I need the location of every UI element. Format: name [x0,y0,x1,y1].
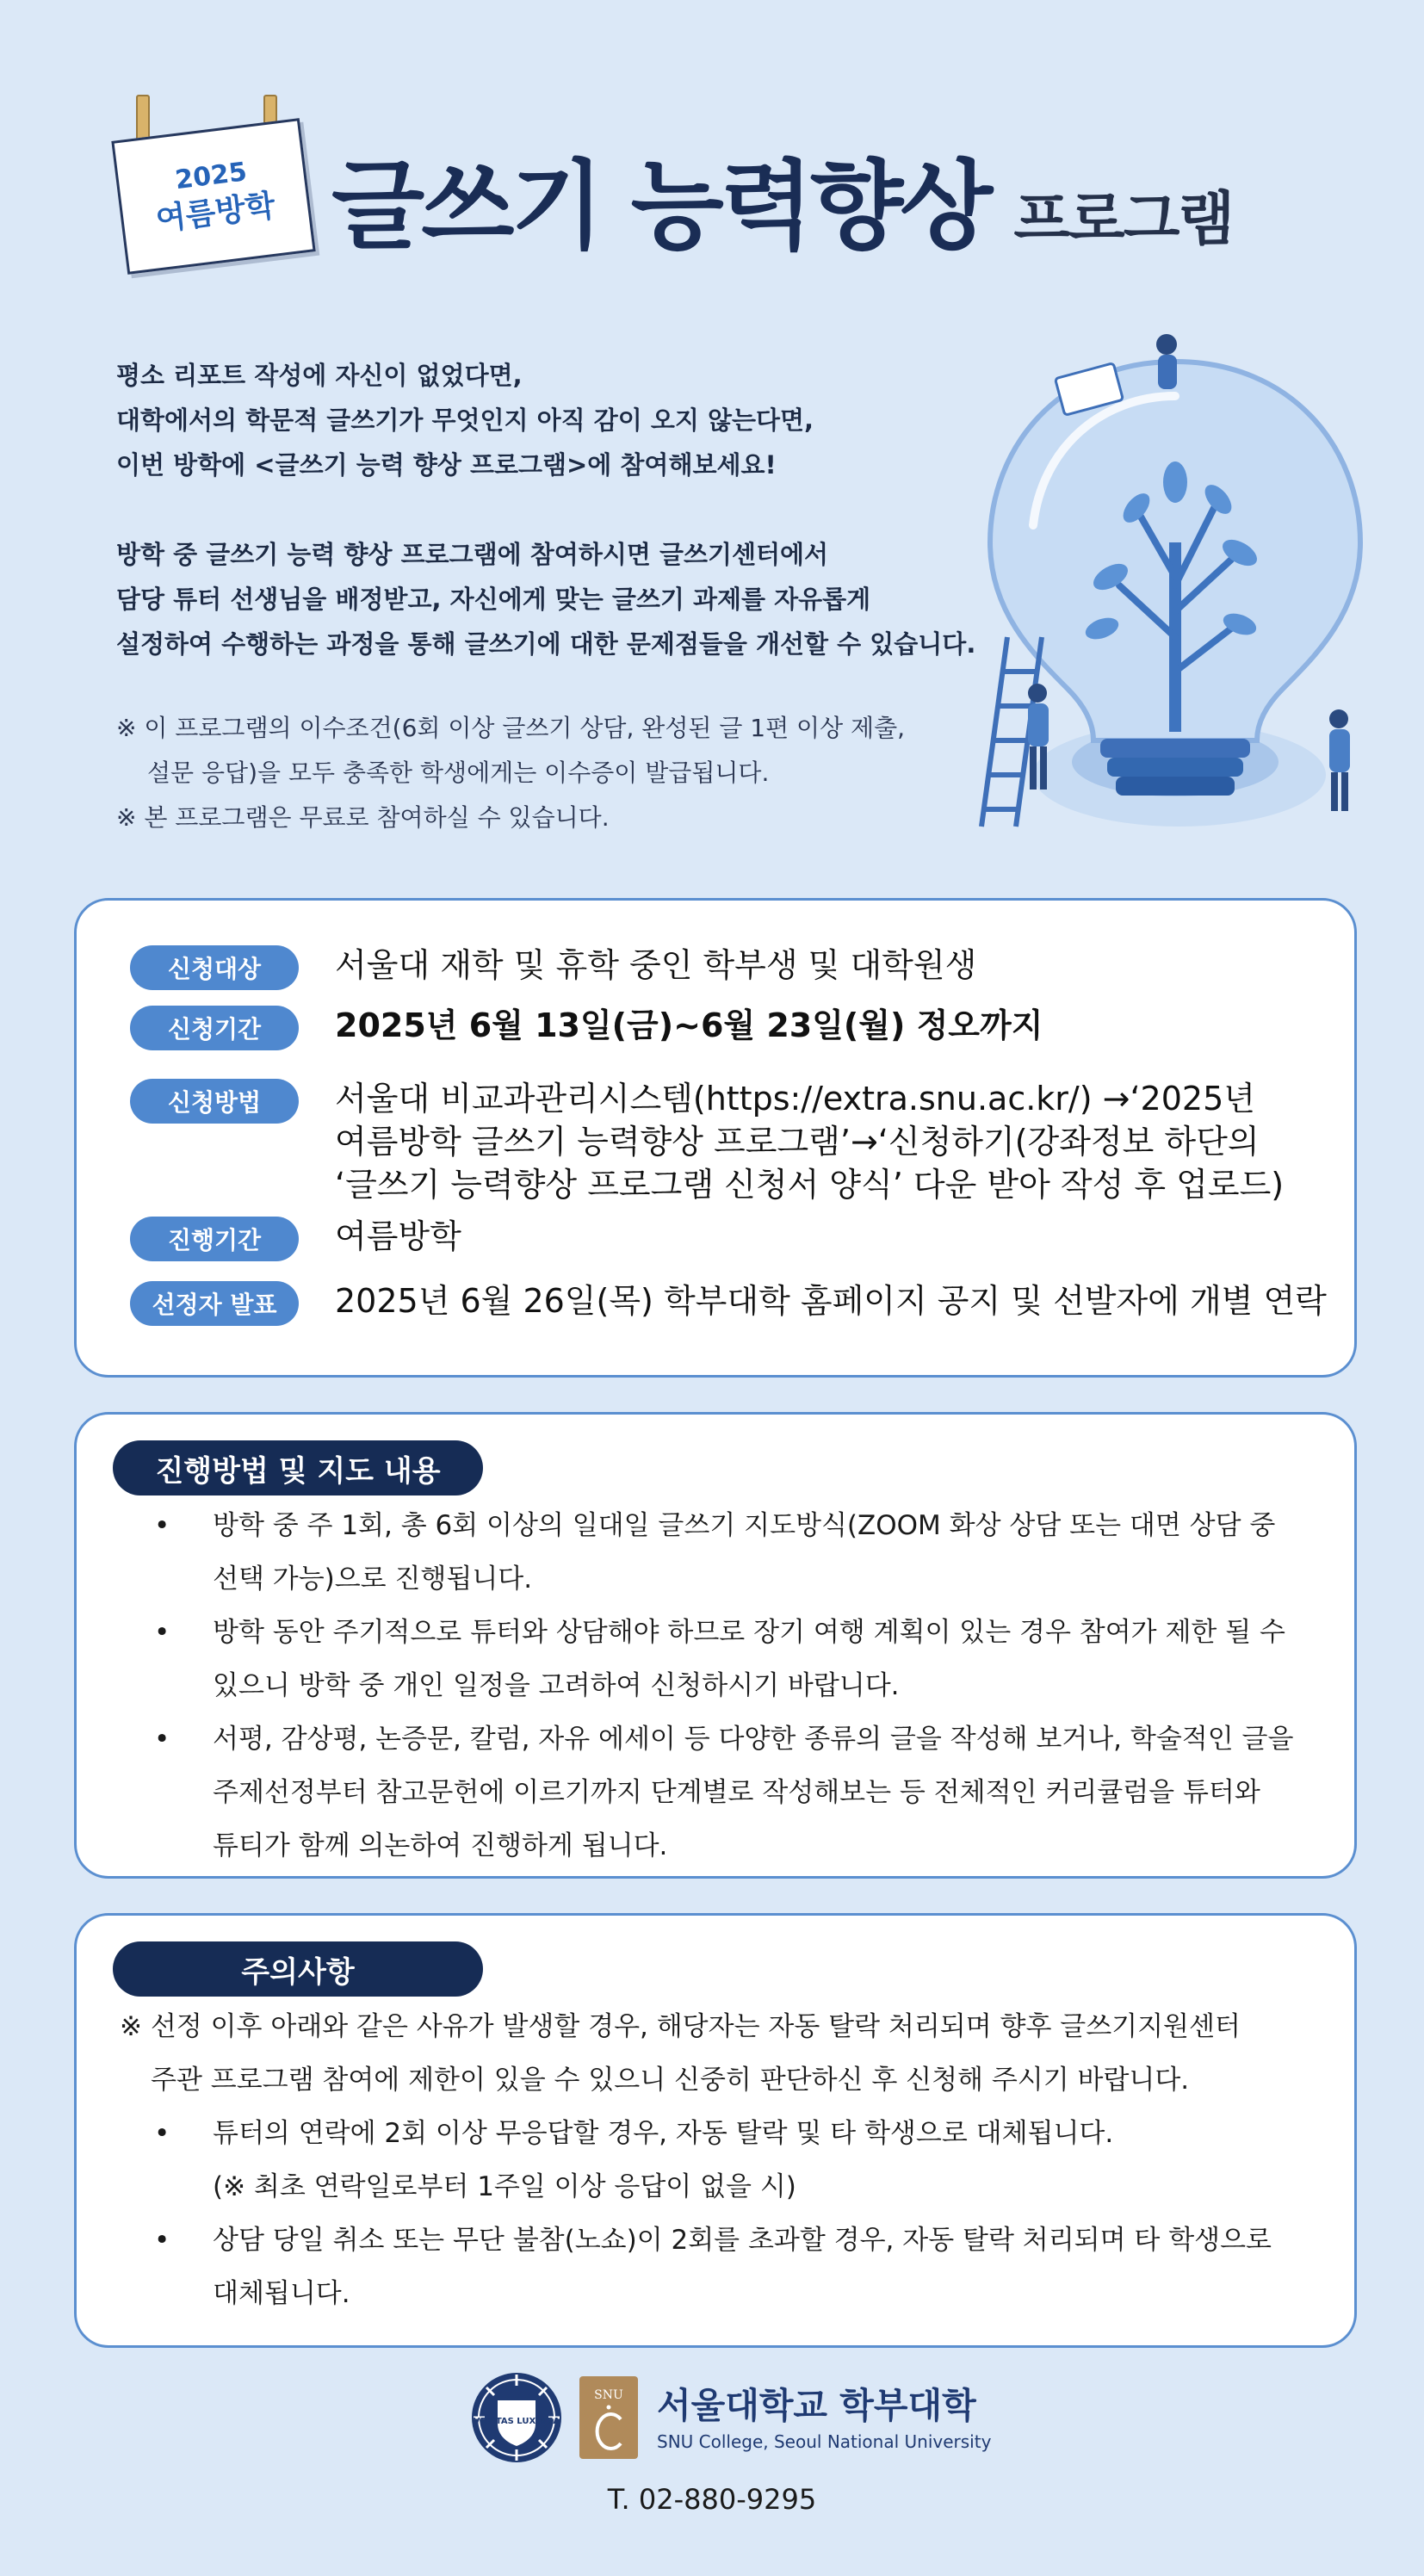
list-item: • 상담 당일 취소 또는 무단 불참(노쇼)이 2회를 초과할 경우, 자동 탈락 처리되며 타 학생으로 대체됩니다. [120,2214,1334,2320]
label-pill: 신청기간 [130,1006,299,1050]
sign-year: 2025 [173,157,249,196]
intro-line: 담당 튜터 선생님을 배정받고, 자신에게 맞는 글쓰기 과제를 자유롭게 [116,585,871,614]
list-item: • 방학 중 주 1회, 총 6회 이상의 일대일 글쓰기 지도방식(ZOOM 화상 상담 또는 대면 상담 중 선택 가능)으로 진행됩니다. [120,1499,1334,1606]
intro-line: 이번 방학에 <글쓰기 능력 향상 프로그램>에 참여해보세요! [116,450,777,480]
info-value-line: 여름방학 글쓰기 능력향상 프로그램’→‘신청하기(강좌정보 하단의 [335,1123,1260,1161]
label-pill: 선정자 발표 [130,1281,299,1326]
page-title [331,129,1234,263]
season-card [111,118,315,275]
snu-emblem-icon [469,2370,564,2465]
footer-logos [469,2366,1003,2469]
info-row-target [130,944,976,990]
info-value-line: 서울대 비교과관리시스템(https://extra.snu.ac.kr/) →‘2025년 [335,1080,1255,1118]
caution-note: ※ 선정 이후 아래와 같은 사유가 발생할 경우, 해당자는 자동 탈락 처리되며 향후 글쓰기지원센터 주관 프로그램 참여에 제한이 있을 수 있으니 신중히 판단하신 후 신청해 주시기 바랍니다. [120,2011,1241,2096]
phone-number: T. 02-880-9295 [607,2483,817,2516]
intro-line: 대학에서의 학문적 글쓰기가 무엇인지 아직 감이 오지 않는다면, [116,406,814,435]
info-row-duration [130,1215,461,1261]
list-item: • 서평, 감상평, 논증문, 칼럼, 자유 에세이 등 다양한 종류의 글을 작성해 보거나, 학술적인 글을 주제선정부터 참고문헌에 이르기까지 단계별로 작성해보는 등 전체적인 커리큘럼을 튜터와 튜티가 함께 의논하여 진행하게 됩니다. [120,1712,1334,1873]
intro-line: 방학 중 글쓰기 능력 향상 프로그램에 참여하시면 글쓰기센터에서 [116,540,829,569]
label-pill: 신청대상 [130,945,299,990]
intro-line: 평소 리포트 작성에 자신이 없었다면, [116,361,523,390]
info-row-method [130,1077,1284,1206]
note-line: 설문 응답)을 모두 충족한 학생에게는 이수증이 발급됩니다. [147,759,770,787]
lightbulb-tree-illustration [956,327,1378,861]
application-info-box [74,898,1357,1378]
note-line: ※ 본 프로그램은 무료로 참여하실 수 있습니다. [116,803,610,832]
info-value: 서울대 재학 및 휴학 중인 학부생 및 대학원생 [335,946,977,984]
cautions-box [74,1913,1357,2348]
list-item: • 방학 동안 주기적으로 튜터와 상담해야 하므로 장기 여행 계획이 있는 경우 참여가 제한 될 수 있으니 방학 중 개인 일정을 고려하여 신청하시기 바랍니다. [120,1606,1334,1712]
university-name-ko: 서울대학교 학부대학 [657,2385,976,2426]
info-value: 여름방학 [335,1217,461,1255]
university-name-en: SNU College, Seoul National University [657,2431,992,2452]
section-heading: 주의사항 [113,1941,483,1997]
list-item: • 튜터의 연락에 2회 이상 무응답할 경우, 자동 탈락 및 타 학생으로 대체됩니다. (※ 최초 연락일로부터 1주일 이상 응답이 없을 시) [120,2107,1334,2214]
title-sub: 프로그램 [1013,186,1234,254]
intro-line: 설정하여 수행하는 과정을 통해 글쓰기에 대한 문제점들을 개선할 수 있습니다. [116,629,976,659]
info-row-announcement [130,1279,1327,1326]
svg-text:SNU: SNU [594,2388,623,2402]
label-pill: 신청방법 [130,1079,299,1124]
method-list [120,1499,1334,1873]
sign-season: 여름방학 [153,188,277,238]
svg-text:VERITAS LUX MEA: VERITAS LUX MEA [473,2417,560,2426]
label-pill: 진행기간 [130,1217,299,1261]
intro-text [116,353,1029,666]
season-sign [112,95,319,284]
method-box [74,1412,1357,1879]
cautions-list [120,2000,1334,2320]
info-value: 2025년 6월 26일(목) 학부대학 홈페이지 공지 및 선발자에 개별 연락 [335,1282,1327,1320]
info-row-period [130,1004,1043,1050]
section-heading: 진행방법 및 지도 내용 [113,1440,483,1495]
info-value-line: ‘글쓰기 능력향상 프로그램 신청서 양식’ 다운 받아 작성 후 업로드) [335,1166,1285,1204]
note-line: ※ 이 프로그램의 이수조건(6회 이상 글쓰기 상담, 완성된 글 1편 이상 제출, [116,714,906,742]
intro-notes [116,706,977,840]
info-value [335,1077,1284,1206]
snu-college-mark-icon [579,2376,638,2459]
info-value: 2025년 6월 13일(금)~6월 23일(월) 정오까지 [335,1006,1043,1044]
title-main: 글쓰기 능력향상 [331,151,990,263]
university-name [657,2381,991,2454]
